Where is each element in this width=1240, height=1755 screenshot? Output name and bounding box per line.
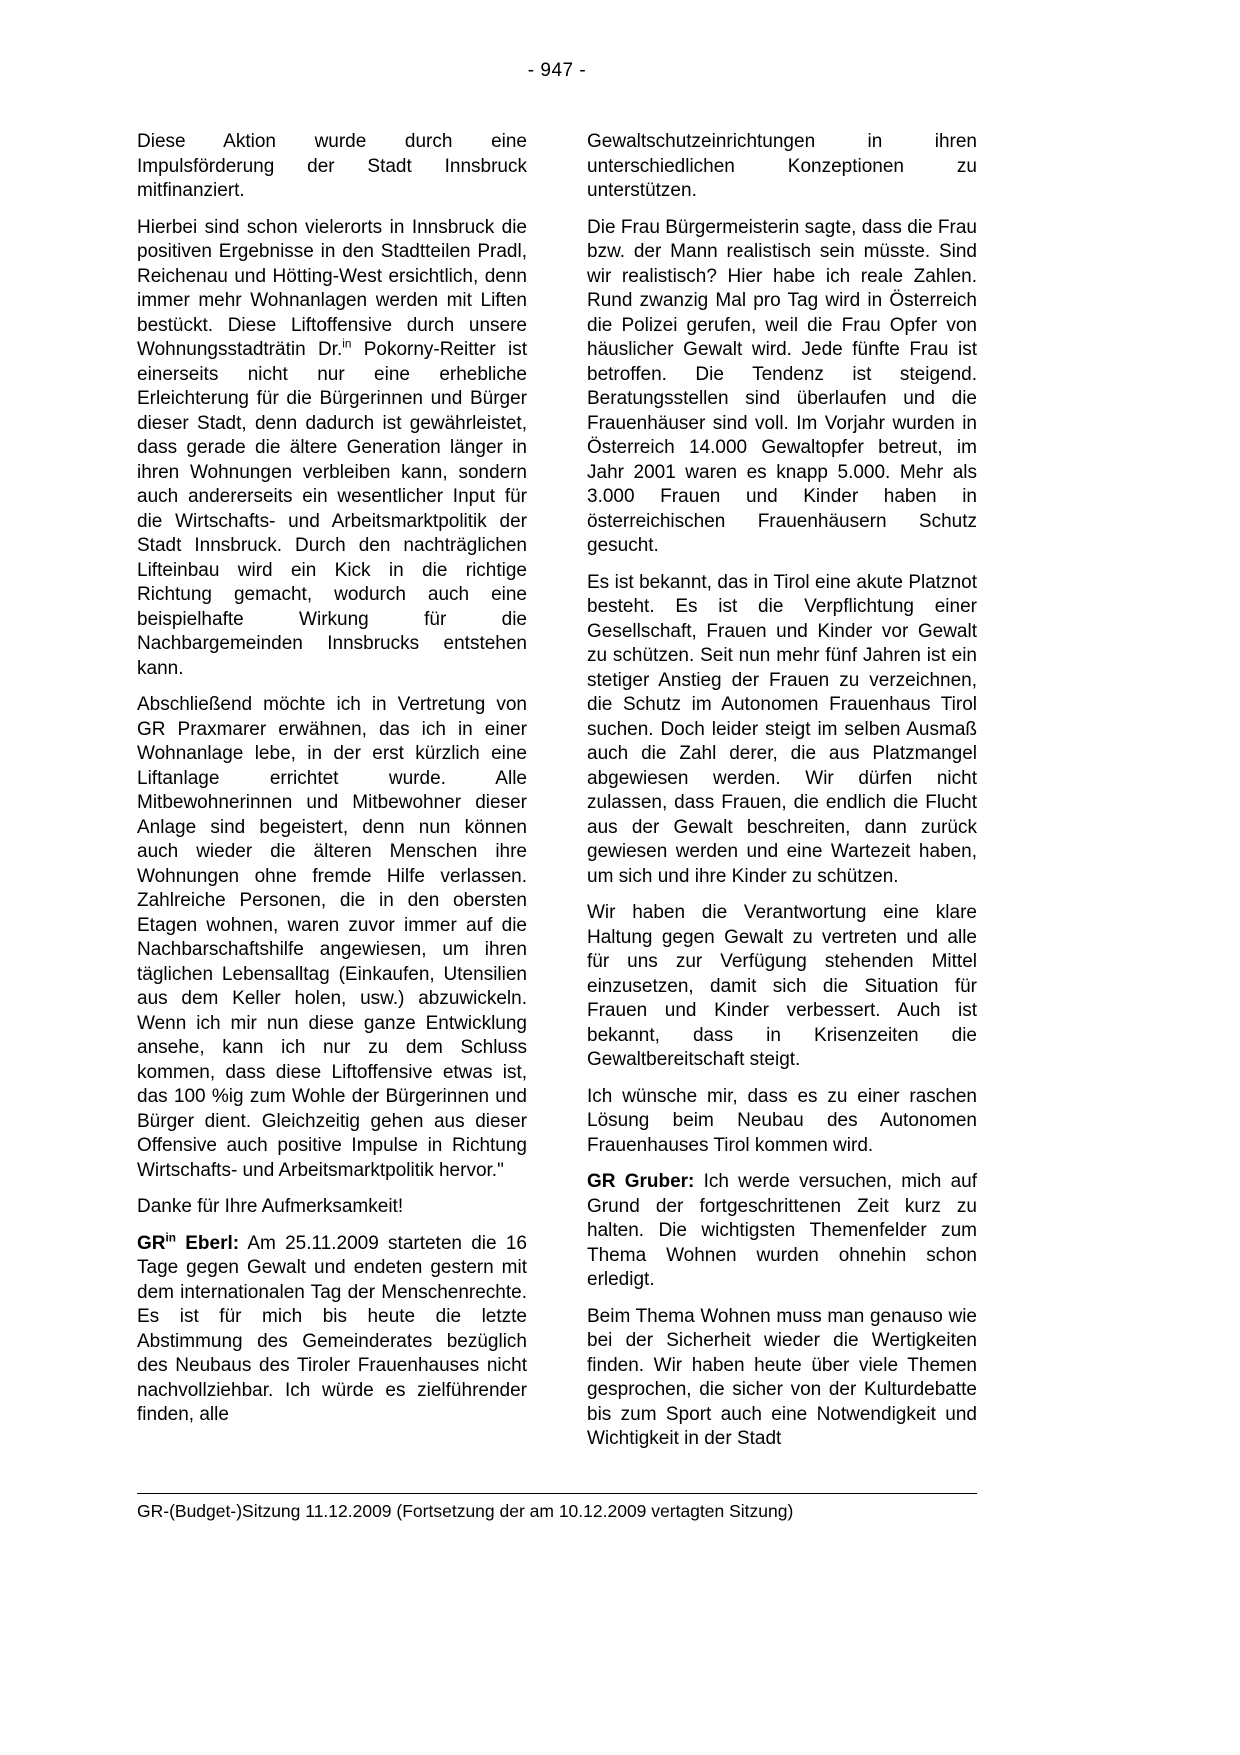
paragraph [137, 216, 527, 682]
paragraph [587, 901, 977, 1073]
paragraph [137, 1232, 527, 1428]
text-segment: Ich wünsche mir, dass es zu einer raschen Lösung beim Neubau des Autonomen Frauenhauses Tirol kommen wird. [587, 1085, 977, 1156]
text-segment: Abschließend möchte ich in Vertretung von GR Praxmarer erwähnen, das ich in einer Wohnanlage lebe, in der erst kürzlich eine Liftanlage errichtet wurde. Alle Mitbewohnerinnen und Mitbewohner dieser Anlage sind begeistert, denn nun können auch wieder die älteren Menschen ihre Wohnungen ohne fremde Hilfe verlassen. Zahlreiche Personen, die in den obersten Etagen wohnen, waren zuvor immer auf die Nachbarschaftshilfe angewiesen, um ihren täglichen Lebensalltag (Einkaufen, Utensilien aus dem Keller holen, usw.) abzuwickeln. Wenn ich mir nun diese ganze Entwicklung ansehe, kann ich nur zu dem Schluss kommen, dass diese Liftoffensive etwas ist, das 100 %ig zum Wohle der Bürgerinnen und Bürger dient. Gleichzeitig gehen aus dieser Offensive auch positive Impulse in Richtung Wirtschafts- und Arbeitsmarktpolitik hervor." [137, 694, 527, 1181]
text-segment: Hierbei sind schon vielerorts in Innsbruck die positiven Ergebnisse in den Stadtteilen Pradl, Reichenau und Hötting-West ersichtlich, denn immer mehr Wohnanlagen werden mit Liften bestückt. Diese Liftoffensive durch unsere Wohnungsstadträtin Dr. [137, 216, 527, 360]
text-segment: Gewaltschutzeinrichtungen in ihren unterschiedlichen Konzeptionen zu unterstützen. [587, 131, 977, 201]
text-segment: Die Frau Bürgermeisterin sagte, dass die Frau bzw. der Mann realistisch sein müsste. Sind wir realistisch? Hier habe ich reale Zahlen. Rund zwanzig Mal pro Tag wird in Österreich die Polizei gerufen, weil die Frau Opfer von häuslicher Gewalt wird. Jede fünfte Frau ist betroffen. Die Tendenz ist steigend. Beratungsstellen sind überlaufen und die Frauenhäuser sind voll. Im Vorjahr wurden in Österreich 14.000 Gewaltopfer betreut, im Jahr 2001 waren es knapp 5.000. Mehr als 3.000 Frauen und Kinder haben in österreichischen Frauenhäusern Schutz gesucht. [587, 216, 977, 556]
footer-text: GR-(Budget-)Sitzung 11.12.2009 (Fortsetzung der am 10.12.2009 vertagten Sitzung) [137, 1501, 794, 1521]
text-segment: Danke für Ihre Aufmerksamkeit! [137, 1196, 404, 1217]
paragraph [587, 1305, 977, 1452]
right-column [587, 130, 977, 1464]
paragraph [137, 130, 527, 204]
text-segment: Ich werde versuchen, mich auf Grund der fortgeschrittenen Zeit kurz zu halten. Die wichtigsten Themenfelder zum Thema Wohnen wurden ohnehin schon erledigt. [587, 1171, 977, 1290]
paragraph [587, 1170, 977, 1293]
paragraph [587, 1085, 977, 1159]
text-segment: Es ist bekannt, das in Tirol eine akute Platznot besteht. Es ist die Verpflichtung einer Gesellschaft, Frauen und Kinder vor Gewalt zu schützen. Seit nun mehr fünf Jahren ist ein stetiger Anstieg der Frauen zu verzeichnen, die Schutz im Autonomen Frauenhaus Tirol suchen. Doch leider steigt im selben Ausmaß auch die Zahl derer, die aus Platzmangel abgewiesen werden. Wir dürfen nicht zulassen, dass Frauen, die endlich die Flucht aus der Gewalt beschreiten, dann zurück gewiesen werden und eine Wartezeit haben, um sich und ihre Kinder zu schützen. [587, 571, 977, 887]
speaker-name: Eberl: [175, 1232, 240, 1254]
text-segment: Diese Aktion wurde durch eine Impulsförderung der Stadt Innsbruck mitfinanziert. [137, 131, 527, 201]
page-number: - 947 - [527, 60, 587, 81]
text-segment: Wir haben die Verantwortung eine klare Haltung gegen Gewalt zu vertreten und alle für uns zur Verfügung stehenden Mittel einzusetzen, damit sich die Situation für Frauen und Kinder verbessert. Auch ist bekannt, dass in Krisenzeiten die Gewaltbereitschaft steigt. [587, 902, 977, 1070]
paragraph [137, 1195, 527, 1220]
text-segment: Beim Thema Wohnen muss man genauso wie bei der Sicherheit wieder die Wertigkeiten finden. Wir haben heute über viele Themen gesprochen, die sicher von der Kulturdebatte bis zum Sport auch eine Notwendigkeit und Wichtigkeit in der Stadt [587, 1305, 977, 1449]
page-footer [137, 1493, 977, 1522]
speaker-name: GR Gruber: [587, 1171, 695, 1192]
text-segment: Am 25.11.2009 starteten die 16 Tage gegen Gewalt und endeten gestern mit dem internationalen Tag der Menschenrechte. Es ist für mich bis heute die letzte Abstimmung des Gemeinderates bezüglich des Neubaus des Tiroler Frauenhauses nicht nachvollziehbar. Ich würde es zielführender finden, alle [137, 1232, 528, 1425]
left-column [137, 130, 527, 1464]
speaker-name: GR [137, 1232, 166, 1254]
paragraph [587, 571, 977, 890]
paragraph [137, 693, 527, 1183]
paragraph [587, 216, 977, 559]
text-columns [137, 130, 977, 1464]
paragraph [587, 130, 977, 204]
text-segment: Pokorny-Reitter ist einerseits nicht nur eine erhebliche Erleichterung für die Bürgerinnen und Bürger dieser Stadt, denn dadurch ist gewährleistet, dass gerade die ältere Generation länger in ihren Wohnungen verbleiben kann, sondern auch andererseits ein wesentlicher Input für die Wirtschafts- und Arbeitsmarktpolitik der Stadt Innsbruck. Durch den nachträglichen Lifteinbau wird ein Kick in die richtige Richtung gemacht, wodurch auch eine beispielhafte Wirkung für die Nachbargemeinden Innsbrucks entstehen kann. [137, 339, 528, 679]
superscript: in [165, 1231, 176, 1245]
superscript: in [342, 337, 352, 351]
